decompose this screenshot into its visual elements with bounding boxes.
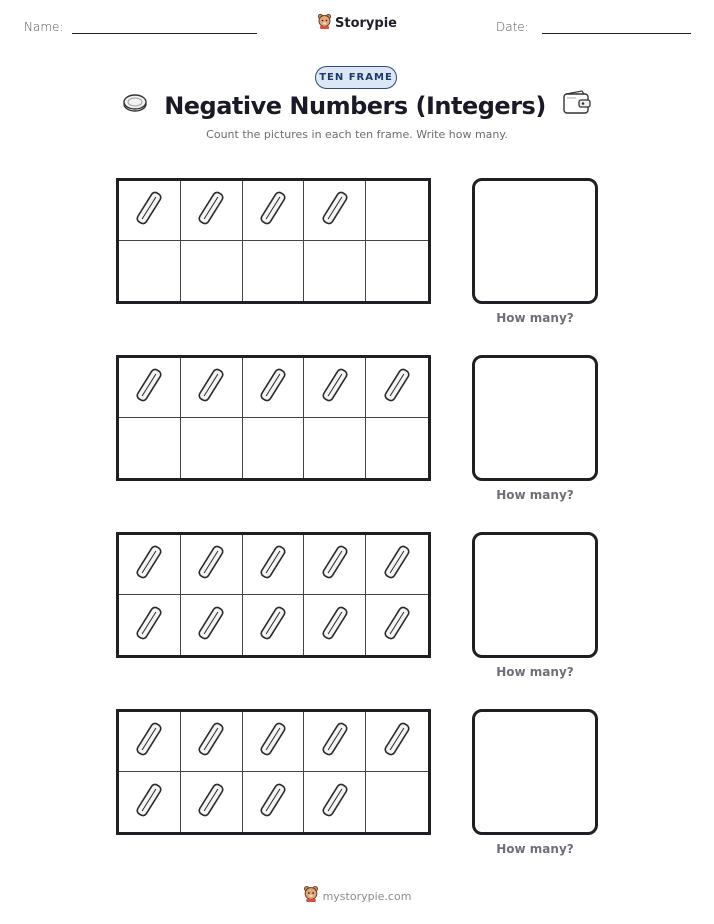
wallet-icon xyxy=(562,90,592,121)
ten-frame-cell xyxy=(181,595,243,655)
ten-frame-cell xyxy=(304,358,366,418)
ten-frame xyxy=(116,178,431,304)
ten-frame xyxy=(116,709,431,835)
answer-box[interactable] xyxy=(472,709,598,835)
eraser-icon xyxy=(384,366,410,409)
ten-frame-cell xyxy=(119,535,181,595)
eraser-icon xyxy=(322,366,348,409)
eraser-icon xyxy=(260,720,286,763)
ten-frame-cell xyxy=(119,358,181,418)
how-many-label: How many? xyxy=(496,665,574,679)
ten-frame-cell xyxy=(304,595,366,655)
ten-frame-cell xyxy=(304,181,366,241)
ten-frame-cell xyxy=(366,241,428,301)
ten-frame-cell xyxy=(304,535,366,595)
eraser-icon xyxy=(260,366,286,409)
ten-frame-cell xyxy=(119,595,181,655)
eraser-icon xyxy=(136,781,162,824)
ten-frame-cell xyxy=(119,772,181,832)
eraser-icon xyxy=(322,604,348,647)
page-title: Negative Numbers (Integers) xyxy=(164,91,546,120)
coin-icon xyxy=(122,93,148,118)
eraser-icon xyxy=(136,543,162,586)
ten-frame-cell xyxy=(119,418,181,478)
ten-frame-cell xyxy=(366,535,428,595)
ten-frame-cell xyxy=(181,358,243,418)
eraser-icon xyxy=(322,189,348,232)
eraser-icon xyxy=(384,604,410,647)
eraser-icon xyxy=(260,604,286,647)
ten-frame-cell xyxy=(181,772,243,832)
ten-frame-cell xyxy=(366,712,428,772)
eraser-icon xyxy=(198,604,224,647)
answer-box[interactable] xyxy=(472,355,598,481)
ten-frame-cell xyxy=(181,418,243,478)
footer-url: mystorypie.com xyxy=(322,889,412,903)
instructions: Count the pictures in each ten frame. Write how many. xyxy=(206,128,508,141)
storypie-mascot-icon xyxy=(303,885,319,907)
eraser-icon xyxy=(198,781,224,824)
eraser-icon xyxy=(384,720,410,763)
eraser-icon xyxy=(322,720,348,763)
footer xyxy=(0,885,714,907)
eraser-icon xyxy=(198,189,224,232)
ten-frame-cell xyxy=(366,595,428,655)
how-many-label: How many? xyxy=(496,488,574,502)
ten-frame-cell xyxy=(366,358,428,418)
ten-frame-cell xyxy=(181,712,243,772)
eraser-icon xyxy=(198,720,224,763)
date-label: Date: xyxy=(496,20,529,34)
ten-frame-cell xyxy=(119,181,181,241)
ten-frame-cell xyxy=(181,535,243,595)
ten-frame-cell xyxy=(181,181,243,241)
ten-frame-cell xyxy=(243,772,305,832)
eraser-icon xyxy=(198,543,224,586)
ten-frame-cell xyxy=(243,712,305,772)
eraser-icon xyxy=(322,543,348,586)
ten-frame-cell xyxy=(181,241,243,301)
ten-frame-cell xyxy=(243,418,305,478)
ten-frame-cell xyxy=(304,241,366,301)
how-many-label: How many? xyxy=(496,311,574,325)
eraser-icon xyxy=(136,720,162,763)
eraser-icon xyxy=(322,781,348,824)
ten-frame xyxy=(116,355,431,481)
ten-frame-cell xyxy=(119,712,181,772)
eraser-icon xyxy=(384,543,410,586)
how-many-label: How many? xyxy=(496,842,574,856)
eraser-icon xyxy=(136,189,162,232)
ten-frame-cell xyxy=(304,772,366,832)
ten-frame xyxy=(116,532,431,658)
ten-frame-cell xyxy=(366,418,428,478)
eraser-icon xyxy=(136,366,162,409)
date-line[interactable] xyxy=(542,33,691,34)
storypie-mascot-icon xyxy=(317,13,332,34)
ten-frame-cell xyxy=(366,181,428,241)
ten-frame-cell xyxy=(304,418,366,478)
answer-box[interactable] xyxy=(472,178,598,304)
ten-frame-cell xyxy=(119,241,181,301)
ten-frame-badge: TEN FRAME xyxy=(315,66,397,89)
title-row xyxy=(0,90,714,121)
eraser-icon xyxy=(260,189,286,232)
eraser-icon xyxy=(198,366,224,409)
ten-frame-cell xyxy=(243,535,305,595)
brand-logo xyxy=(0,13,714,34)
ten-frame-cell xyxy=(366,772,428,832)
ten-frame-cell xyxy=(243,241,305,301)
brand-name: Storypie xyxy=(335,16,397,31)
ten-frame-cell xyxy=(243,595,305,655)
ten-frame-cell xyxy=(243,181,305,241)
answer-box[interactable] xyxy=(472,532,598,658)
eraser-icon xyxy=(260,543,286,586)
eraser-icon xyxy=(260,781,286,824)
name-label: Name: xyxy=(24,20,64,34)
ten-frame-cell xyxy=(304,712,366,772)
ten-frame-cell xyxy=(243,358,305,418)
eraser-icon xyxy=(136,604,162,647)
